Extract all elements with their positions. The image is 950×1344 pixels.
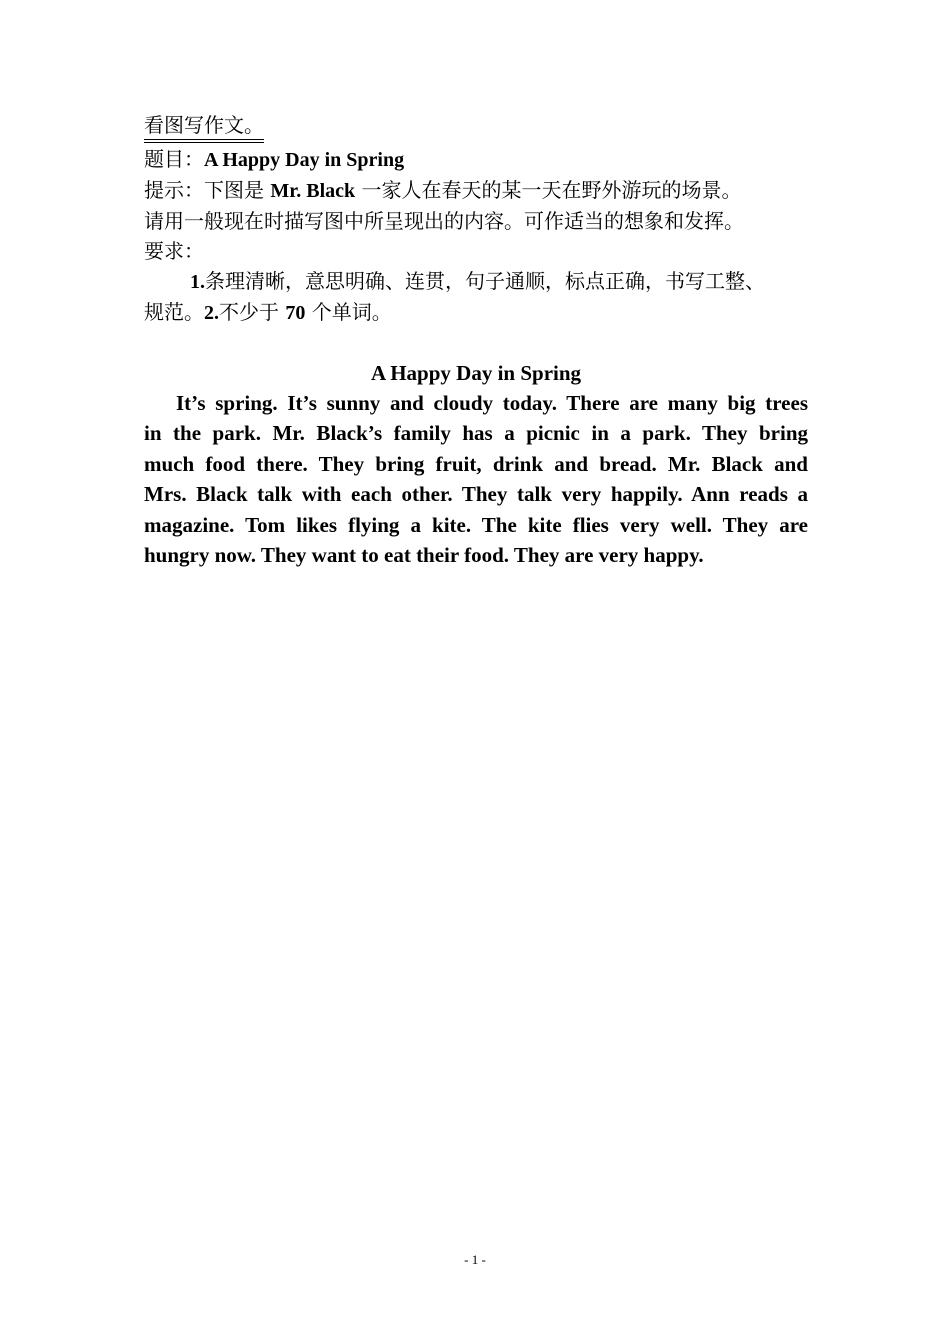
page-number: - 1 - [464,1252,486,1267]
requirement-1-text: 条理清晰，意思明确、连贯，句子通顺，标点正确，书写工整、 [205,269,765,293]
requirement-2-count: 70 [285,302,306,324]
requirement-2-prefix: 不少于 [219,300,286,324]
essay-line: magazine. Tom likes flying a kite. The kite flies very well. They are [144,512,808,537]
document-page [144,110,808,570]
requirement-1-number: 1. [190,271,205,293]
hint-text-2: 请用一般现在时描写图中所呈现出的内容。可作适当的想象和发挥。 [144,209,744,233]
essay-line: Mrs. Black talk with each other. They talk very happily. Ann reads a [144,482,808,507]
requirement-1-line [144,266,808,297]
requirement-2-line [144,297,808,328]
requirements-label: 要求： [144,239,204,263]
topic-line [144,144,808,175]
requirement-1-continuation: 规范。 [144,300,204,324]
topic-title: A Happy Day in Spring [204,149,405,171]
essay-line: in the park. Mr. Black’s family has a picnic in a park. They bring [144,421,808,446]
hint-line-2 [144,206,808,236]
requirement-2-number: 2. [204,302,219,324]
hint-label: 提示：下图是 [144,178,271,202]
essay-line: much food there. They bring fruit, drink and bread. Mr. Black and [144,451,808,476]
hint-name: Mr. Black [270,180,356,202]
essay-body [144,388,808,570]
hint-rest: 一家人在春天的某一天在野外游玩的场景。 [355,178,742,202]
essay-line: hungry now. They want to eat their food. They are very happy. [144,543,704,568]
essay-line: It’s spring. It’s sunny and cloudy today. There are many big trees [176,391,808,415]
heading-line [144,110,808,144]
hint-line-1 [144,175,808,206]
topic-label: 题目： [144,147,204,171]
task-heading: 看图写作文。 [144,112,264,143]
essay-title: A Happy Day in Spring [370,361,582,385]
requirement-2-suffix: 个单词。 [305,300,392,324]
blank-line [144,328,808,358]
requirements-label-line [144,236,808,266]
